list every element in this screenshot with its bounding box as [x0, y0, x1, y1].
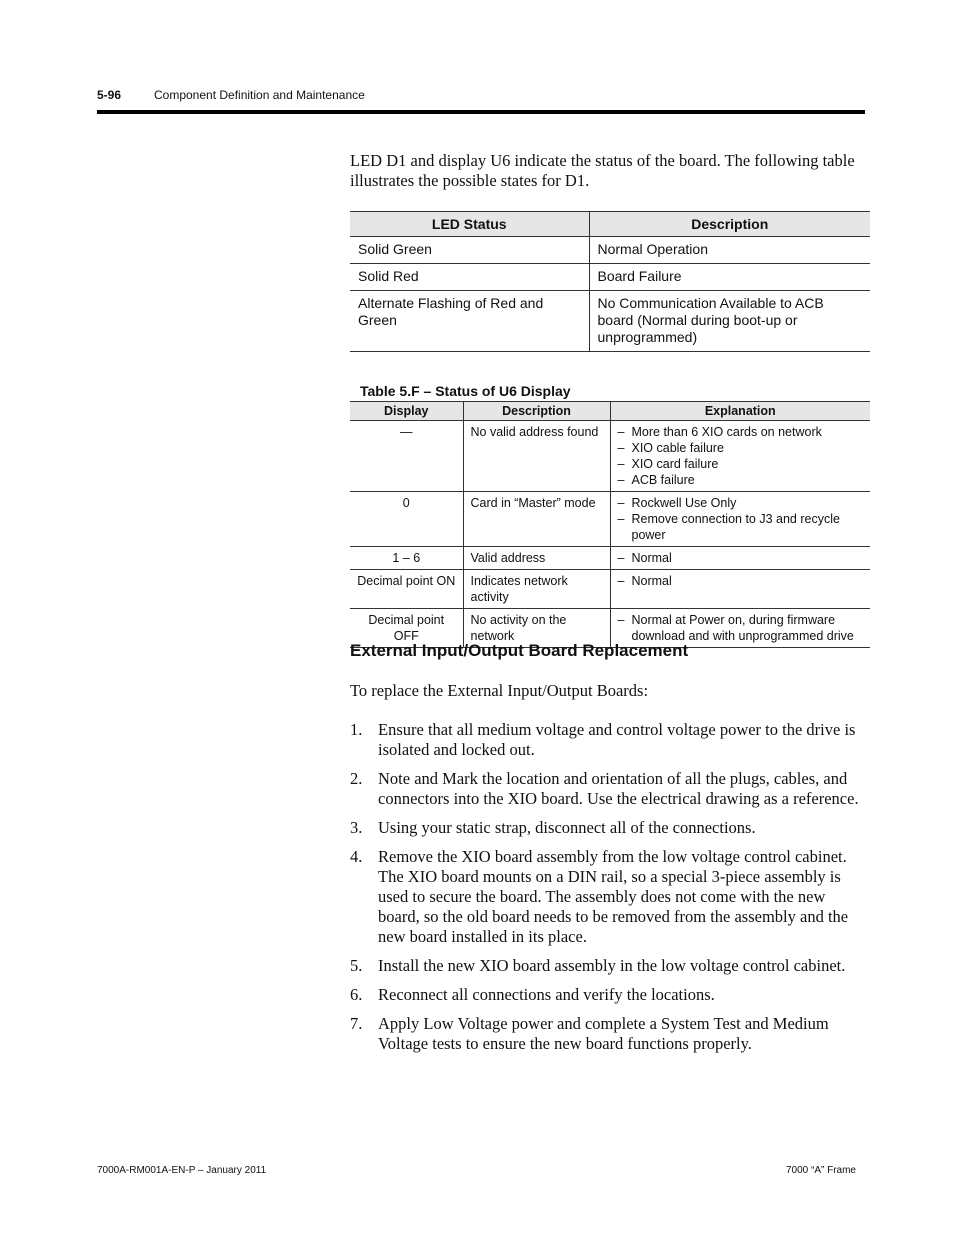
table-row [350, 264, 870, 291]
page-number: 5-96 [97, 88, 122, 102]
display-cell: — [350, 421, 463, 492]
column-header: Display [350, 402, 463, 421]
step-number: 3. [350, 818, 363, 837]
description-cell: No valid address found [463, 421, 610, 492]
table-header-row [350, 402, 870, 421]
column-header: Description [463, 402, 610, 421]
explanation-item [618, 573, 864, 589]
led-description-cell: Board Failure [589, 264, 870, 291]
dash-bullet: – [617, 574, 625, 588]
table-row [350, 492, 870, 547]
dash-bullet: – [617, 473, 625, 487]
display-cell: Decimal point OFF [350, 609, 463, 648]
table-row [350, 421, 870, 492]
explanation-item [618, 472, 864, 488]
led-status-table [350, 211, 870, 352]
footer-publication: 7000A-RM001A-EN-P – January 2011 [97, 1165, 267, 1176]
procedure-intro: To replace the External Input/Output Boards: [350, 681, 649, 700]
list-item [350, 847, 870, 947]
display-cell: 1 – 6 [350, 547, 463, 570]
table-row [350, 237, 870, 264]
explanation-text: Normal at Power on, during firmware download and with unprogrammed drive [631, 613, 854, 643]
table-row [350, 291, 870, 352]
step-text: Install the new XIO board assembly in the low voltage control cabinet. [378, 956, 846, 975]
description-cell: Card in “Master” mode [463, 492, 610, 547]
u6-display-table [350, 401, 870, 648]
led-status-cell: Alternate Flashing of Red and Green [350, 291, 589, 352]
explanation-item [618, 424, 864, 440]
explanation-item [618, 511, 864, 543]
dash-bullet: – [617, 441, 625, 455]
step-number: 2. [350, 769, 363, 788]
column-header: Explanation [610, 402, 870, 421]
section-title: Component Definition and Maintenance [154, 88, 365, 102]
explanation-item [618, 440, 864, 456]
dash-bullet: – [617, 512, 625, 526]
led-status-table-wrap [350, 211, 870, 352]
list-item [350, 720, 870, 760]
table-row [350, 547, 870, 570]
step-text: Using your static strap, disconnect all of the connections. [378, 818, 756, 837]
section-heading: External Input/Output Board Replacement [350, 641, 689, 660]
page-header [97, 88, 865, 114]
dash-bullet: – [617, 425, 625, 439]
table-header-row [350, 212, 870, 237]
footer-product: 7000 “A” Frame [785, 1165, 856, 1176]
list-item [350, 956, 870, 976]
explanation-text: ACB failure [631, 473, 695, 487]
explanation-item [618, 495, 864, 511]
step-text: Reconnect all connections and verify the locations. [378, 985, 715, 1004]
step-text: Apply Low Voltage power and complete a System Test and Medium Voltage tests to ensure the new board functions properly. [378, 1014, 829, 1053]
intro-paragraph: LED D1 and display U6 indicate the status of the board. The following table illustrates the possible states for D1. [350, 151, 855, 190]
dash-bullet: – [617, 457, 625, 471]
procedure-steps [350, 720, 870, 1063]
step-text: Note and Mark the location and orientation of all the plugs, cables, and connectors into the XIO board. Use the electrical drawing as a reference. [378, 769, 859, 808]
u6-table-wrap [350, 383, 870, 648]
dash-bullet: – [617, 496, 625, 510]
list-item [350, 1014, 870, 1054]
list-item [350, 985, 870, 1005]
table-caption: Table 5.F – Status of U6 Display [360, 383, 571, 399]
display-cell: 0 [350, 492, 463, 547]
step-text: Ensure that all medium voltage and control voltage power to the drive is isolated and locked out. [378, 720, 856, 759]
step-number: 1. [350, 720, 363, 739]
led-description-cell: No Communication Available to ACB board (Normal during boot-up or unprogrammed) [589, 291, 870, 352]
led-status-cell: Solid Red [350, 264, 589, 291]
explanation-text: Normal [631, 551, 672, 565]
explanation-cell [610, 570, 870, 609]
explanation-cell [610, 421, 870, 492]
description-cell: No activity on the network [463, 609, 610, 648]
explanation-cell [610, 547, 870, 570]
description-cell: Valid address [463, 547, 610, 570]
display-cell: Decimal point ON [350, 570, 463, 609]
led-description-cell: Normal Operation [589, 237, 870, 264]
step-number: 6. [350, 985, 363, 1004]
explanation-text: XIO card failure [631, 457, 719, 471]
list-item [350, 769, 870, 809]
dash-bullet: – [617, 613, 625, 627]
column-header: LED Status [350, 212, 589, 237]
led-status-cell: Solid Green [350, 237, 589, 264]
step-number: 5. [350, 956, 363, 975]
explanation-text: Normal [631, 574, 672, 588]
description-cell: Indicates network activity [463, 570, 610, 609]
explanation-item [618, 550, 864, 566]
step-text: Remove the XIO board assembly from the low voltage control cabinet. The XIO board mounts on a DIN rail, so a special 3-piece assembly is used to secure the board. The assembly does not come with the new board, so the old board needs to be removed from the assembly and the new board installed in its place. [378, 847, 849, 946]
dash-bullet: – [617, 551, 625, 565]
explanation-item [618, 612, 864, 644]
list-item [350, 818, 870, 838]
steps-list [350, 720, 870, 1054]
explanation-text: Remove connection to J3 and recycle power [631, 512, 840, 542]
explanation-text: More than 6 XIO cards on network [631, 425, 822, 439]
explanation-item [618, 456, 864, 472]
step-number: 7. [350, 1014, 363, 1033]
explanation-cell [610, 492, 870, 547]
table-row [350, 570, 870, 609]
step-number: 4. [350, 847, 363, 866]
explanation-text: XIO cable failure [631, 441, 724, 455]
column-header: Description [589, 212, 870, 237]
explanation-text: Rockwell Use Only [631, 496, 737, 510]
